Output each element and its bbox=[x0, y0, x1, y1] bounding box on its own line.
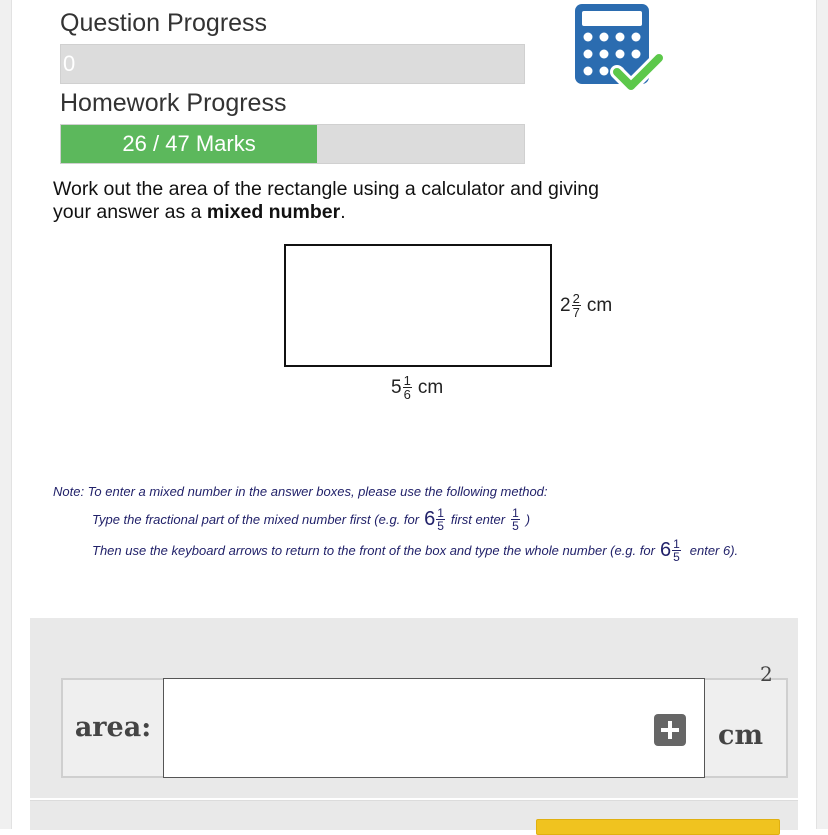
answer-unit-text: cm bbox=[718, 720, 764, 751]
question-progress-title: Question Progress bbox=[60, 9, 268, 37]
rectangle-diagram bbox=[284, 244, 552, 367]
width-dimension bbox=[391, 374, 443, 401]
height-numerator: 2 bbox=[572, 291, 580, 306]
note-line-2-numerator: 1 bbox=[437, 506, 444, 520]
height-fraction bbox=[572, 292, 581, 319]
note-line-2-end: ) bbox=[525, 512, 531, 527]
note-line-2-middle: first enter bbox=[450, 512, 506, 527]
width-denominator: 6 bbox=[403, 387, 411, 402]
homework-progress-label: 26 / 47 Marks bbox=[122, 131, 256, 156]
question-progress-bar bbox=[60, 44, 525, 84]
answer-unit-power: 2 bbox=[760, 662, 773, 686]
note-line-3 bbox=[92, 538, 738, 563]
width-unit: cm bbox=[417, 376, 444, 398]
submit-answer-button[interactable] bbox=[536, 819, 780, 835]
question-progress-label: 0 bbox=[63, 51, 76, 76]
note-line-3-end: enter 6). bbox=[689, 543, 739, 558]
area-answer-input[interactable] bbox=[163, 678, 705, 778]
note-line-2-numerator-2: 1 bbox=[512, 506, 519, 520]
width-numerator: 1 bbox=[403, 373, 411, 388]
note-line-2-denominator-2: 5 bbox=[512, 519, 519, 533]
note-line-2-denominator: 5 bbox=[437, 519, 444, 533]
note-line-3-denominator: 5 bbox=[673, 550, 680, 564]
width-whole: 5 bbox=[391, 376, 402, 398]
note-line-2-fraction-2 bbox=[511, 507, 520, 532]
area-label: area: bbox=[74, 712, 152, 743]
note-line-3-whole: 6 bbox=[659, 539, 672, 561]
note-line-3-fraction bbox=[672, 538, 681, 563]
note-line-2 bbox=[92, 507, 530, 532]
question-text-main: Work out the area of the rectangle using a calculator and giving your answer as a bbox=[53, 178, 599, 223]
answer-row bbox=[61, 662, 788, 778]
calculator-check-icon bbox=[573, 2, 665, 97]
note-line-1: Note: To enter a mixed number in the answer boxes, please use the following method: bbox=[53, 484, 548, 499]
add-fraction-button[interactable] bbox=[654, 714, 686, 746]
page-edge-left bbox=[0, 0, 12, 829]
height-unit: cm bbox=[586, 294, 613, 316]
note-line-3-start: Then use the keyboard arrows to return to the front of the box and type the whole number (e.g. for bbox=[92, 543, 655, 558]
note-line-2-whole: 6 bbox=[424, 508, 436, 530]
homework-progress-bar bbox=[60, 124, 525, 164]
question-text bbox=[53, 178, 613, 224]
note-line-3-numerator: 1 bbox=[673, 537, 680, 551]
width-fraction bbox=[403, 374, 412, 401]
question-text-end: . bbox=[340, 201, 346, 223]
note-line-2-start: Type the fractional part of the mixed number first (e.g. for bbox=[92, 512, 420, 527]
page-edge-right bbox=[816, 0, 828, 829]
height-whole: 2 bbox=[560, 294, 571, 316]
height-dimension bbox=[560, 292, 612, 319]
answer-unit bbox=[718, 662, 773, 776]
question-text-bold: mixed number bbox=[206, 201, 341, 223]
height-denominator: 7 bbox=[572, 305, 580, 320]
homework-progress-title: Homework Progress bbox=[60, 89, 287, 117]
note-line-2-fraction bbox=[436, 507, 445, 532]
